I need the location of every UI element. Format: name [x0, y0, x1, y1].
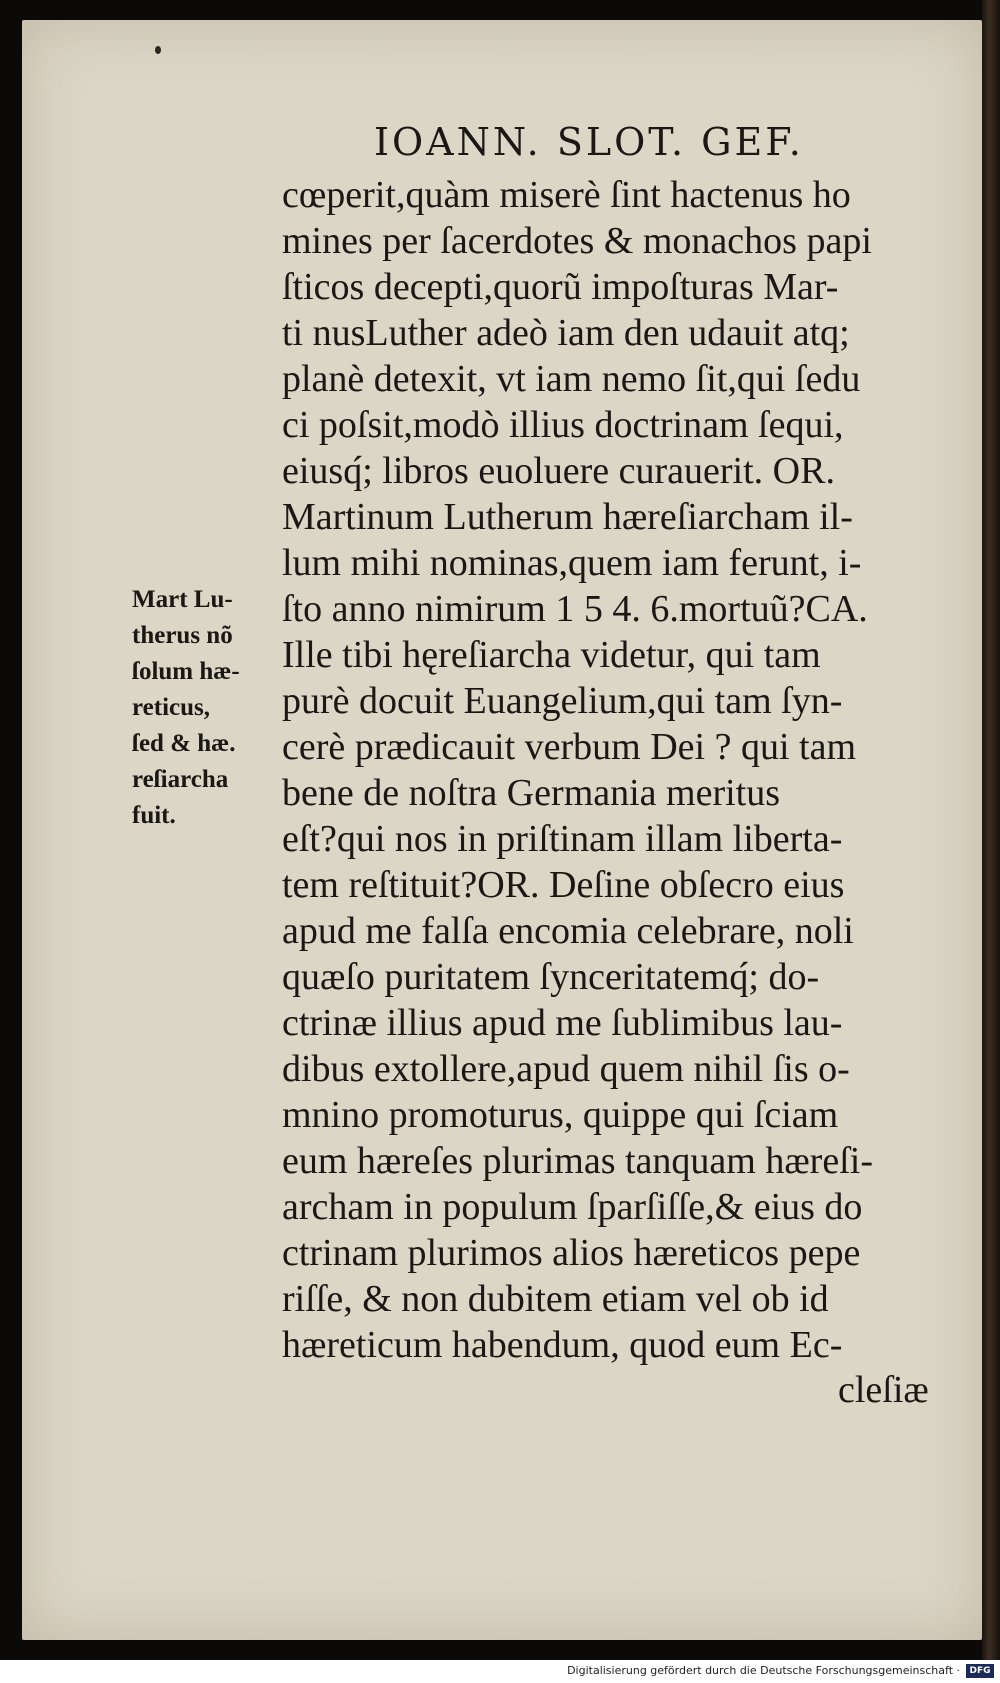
text-line: ſto anno nimirum 1 5 4. 6.mortuũ?CA. — [282, 588, 868, 630]
text-line: cœperit,quàm miserè ſint hactenus ho — [282, 174, 851, 216]
text-line: lum mihi nominas,quem iam ferunt, i- — [282, 542, 862, 584]
book-page — [22, 20, 982, 1640]
text-line: purè docuit Euangelium,qui tam ſyn- — [282, 680, 843, 722]
text-line: eum hæreſes plurimas tanquam hæreſi- — [282, 1140, 873, 1182]
text-line: hæreticum habendum, quod eum Ec- — [282, 1324, 843, 1366]
text-line: planè detexit, vt iam nemo ſit,qui ſedu — [282, 358, 861, 400]
marginal-note-line: ſolum hæ- — [132, 658, 240, 685]
text-line: mines per ſacerdotes & monachos papi — [282, 220, 872, 262]
marginal-note — [132, 582, 282, 834]
text-line: tem reſtituit?OR. Deſine obſecro eius — [282, 864, 845, 906]
text-line: eiusq́; libros euoluere curauerit. OR. — [282, 450, 835, 492]
marginal-note-line: therus nõ — [132, 622, 233, 649]
text-line: dibus extollere,apud quem nihil ſis o- — [282, 1048, 850, 1090]
catchword: cleſiæ — [838, 1369, 929, 1411]
text-line: mnino promoturus, quippe qui ſciam — [282, 1094, 839, 1136]
text-line: ctrinæ illius apud me ſublimibus lau- — [282, 1002, 843, 1044]
marginal-note-line: fuit. — [132, 802, 176, 829]
marginal-note-line: reticus, — [132, 694, 210, 721]
footer-credit: Digitalisierung gefördert durch die Deutsche Forschungsgemeinschaft · — [567, 1664, 960, 1677]
marginal-note-line: Mart Lu- — [132, 586, 233, 613]
text-line: Martinum Lutherum hæreſiarcham il- — [282, 496, 853, 538]
text-line: ſticos decepti,quorũ impoſturas Mar- — [282, 266, 839, 308]
text-line: bene de noſtra Germania meritus — [282, 772, 781, 814]
text-line: ti nusLuther adeò iam den udauit atq; — [282, 312, 850, 354]
text-line: apud me falſa encomia celebrare, noli — [282, 910, 854, 952]
dfg-logo: DFG — [966, 1664, 994, 1678]
book-edge — [982, 0, 1000, 1660]
text-line: archam in populum ſparſiſſe,& eius do — [282, 1186, 863, 1228]
ink-speck — [155, 46, 161, 54]
text-line: riſſe, & non dubitem etiam vel ob id — [282, 1278, 829, 1320]
text-line: ctrinam plurimos alios hæreticos pepe — [282, 1232, 861, 1274]
text-line: ci poſsit,modò illius doctrinam ſequi, — [282, 404, 844, 446]
text-line: cerè prædicauit verbum Dei ? qui tam — [282, 726, 857, 768]
footer-bar — [0, 1660, 1000, 1683]
text-line: quæſo puritatem ſynceritatemq́; do- — [282, 956, 820, 998]
text-line: Ille tibi hęreſiarcha videtur, qui tam — [282, 634, 821, 676]
text-line: eſt?qui nos in priſtinam illam liberta- — [282, 818, 843, 860]
marginal-note-line: reſiarcha — [132, 766, 229, 793]
body-text — [282, 172, 947, 1368]
marginal-note-line: ſed & hæ. — [132, 730, 236, 757]
running-head: IOANN. SLOT. GEF. — [374, 120, 804, 164]
